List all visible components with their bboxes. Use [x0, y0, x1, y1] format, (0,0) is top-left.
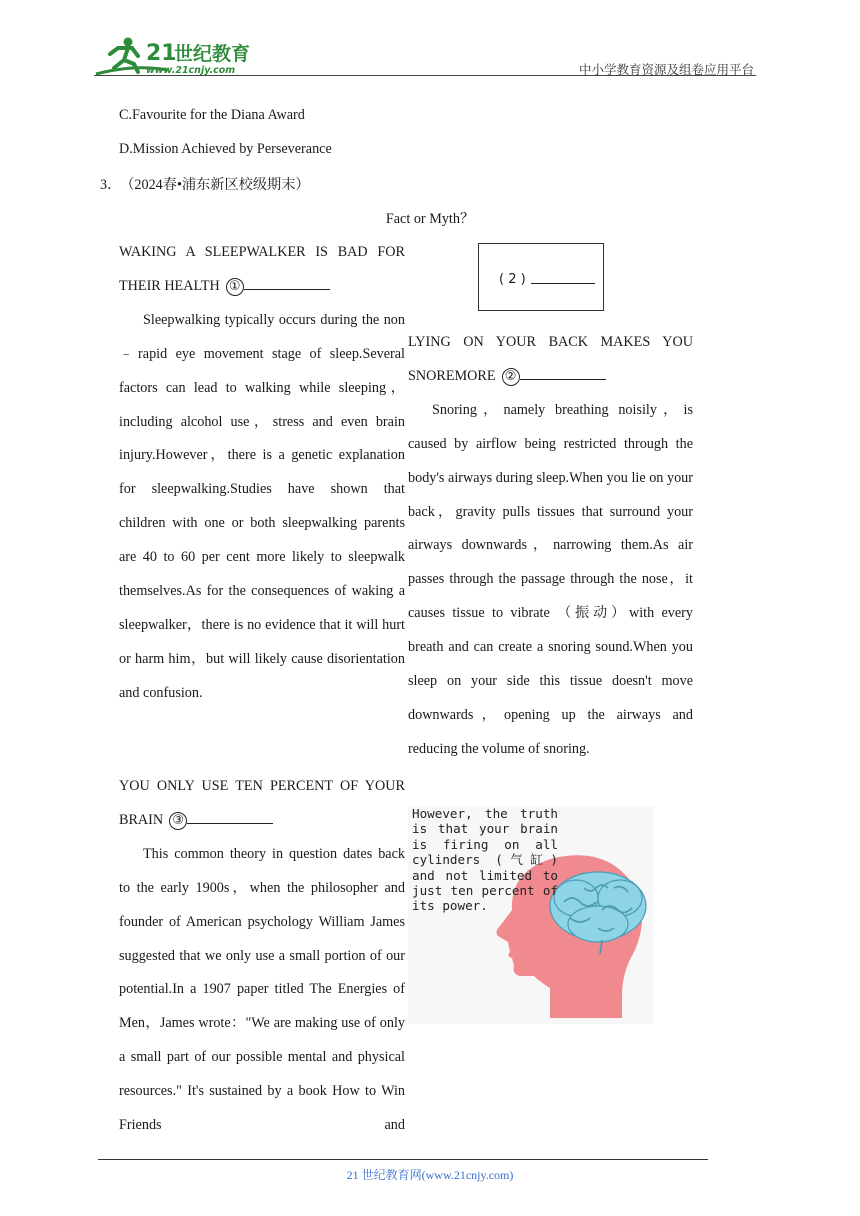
- section-1: [119, 236, 405, 711]
- picture-2-blank: [531, 283, 595, 284]
- section-2-heading-line2: SNOREMORE ②: [408, 360, 693, 394]
- answer-blank-3[interactable]: [187, 809, 273, 824]
- section-3: [119, 770, 405, 1143]
- footer-divider: [98, 1159, 708, 1160]
- footer-link[interactable]: 21 世纪教育网(www.21cnjy.com): [346, 1168, 514, 1182]
- blank-marker-2: ②: [502, 368, 520, 386]
- section-1-heading-line2: THEIR HEALTH ①: [119, 270, 405, 304]
- site-logo: [94, 34, 262, 78]
- section-2-heading: LYING ON YOUR BACK MAKES YOU: [408, 334, 693, 350]
- section-1-body: Sleepwalking typically occurs during the non﹣rapid eye movement stage of sleep.Several factors can lead to walking while sleeping，including alcohol use，stress and even brain injury.However，there is a genetic explanation for sleepwalking.Studies have shown that children with one or both sleepwalking parents are 40 to 60 per cent more likely to sleepwalk themselves.As for the consequences of waking a sleepwalker，there is no evidence that it will hurt or harm him，but will likely cause disorientation and confusion.: [119, 311, 405, 701]
- option-d: D.Mission Achieved by Perseverance: [119, 141, 332, 157]
- passage-title: Fact or Myth？: [385, 211, 475, 227]
- platform-title: 中小学教育资源及组卷应用平台: [578, 62, 754, 77]
- answer-blank-1[interactable]: [244, 275, 330, 290]
- runner-logo-icon: [94, 34, 262, 78]
- section-3-heading: YOU ONLY USE TEN PERCENT OF YOUR: [119, 778, 405, 794]
- logo-number: 21: [146, 41, 177, 66]
- blank-marker-1: ①: [226, 278, 244, 296]
- question-number: 3．: [100, 177, 122, 193]
- brain-caption: However, the truth is that your brain is firing on all cylinders (气缸) and not limited to just ten percent of its power.: [412, 806, 558, 914]
- section-3-body: This common theory in question dates back to the early 1900s，when the philosopher and founder of American psychology William James suggested that we only use a small portion of our potential.In a 1907 paper titled The Energies of Men，James wrote："We are making use of only a small part of our possible mental and physical resources." It's sustained by a book How to Win Friends and: [119, 845, 405, 1134]
- logo-cn: 世纪教育: [174, 43, 251, 65]
- logo-url: www.21cnjy.com: [146, 65, 236, 76]
- picture-2-label: ( 2 ): [499, 272, 526, 287]
- picture-box-2: [478, 243, 604, 311]
- answer-blank-2[interactable]: [520, 365, 606, 380]
- section-1-heading: WAKING A SLEEPWALKER IS BAD FOR: [119, 244, 405, 260]
- question-header: [100, 174, 310, 194]
- header-divider: [94, 75, 756, 76]
- question-source: （2024春•浦东新区校级期末）: [127, 177, 310, 193]
- brain-illustration: [408, 806, 654, 1024]
- section-3-heading-line2: BRAIN ③: [119, 804, 405, 838]
- section-2: [408, 326, 693, 767]
- option-c: C.Favourite for the Diana Award: [119, 107, 305, 123]
- blank-marker-3: ③: [169, 812, 187, 830]
- section-2-body: Snoring，namely breathing noisily，is caused by airflow being restricted through the body's airways during sleep.When you lie on your back，gravity pulls tissues that surround your airways downwards，narrowing them.As air passes through the passage through the nose，it causes tissue to vibrate （振动）with every breath and can create a snoring sound.When you sleep on your side this tissue doesn't move downwards，opening up the airways and reducing the volume of snoring.: [408, 401, 693, 757]
